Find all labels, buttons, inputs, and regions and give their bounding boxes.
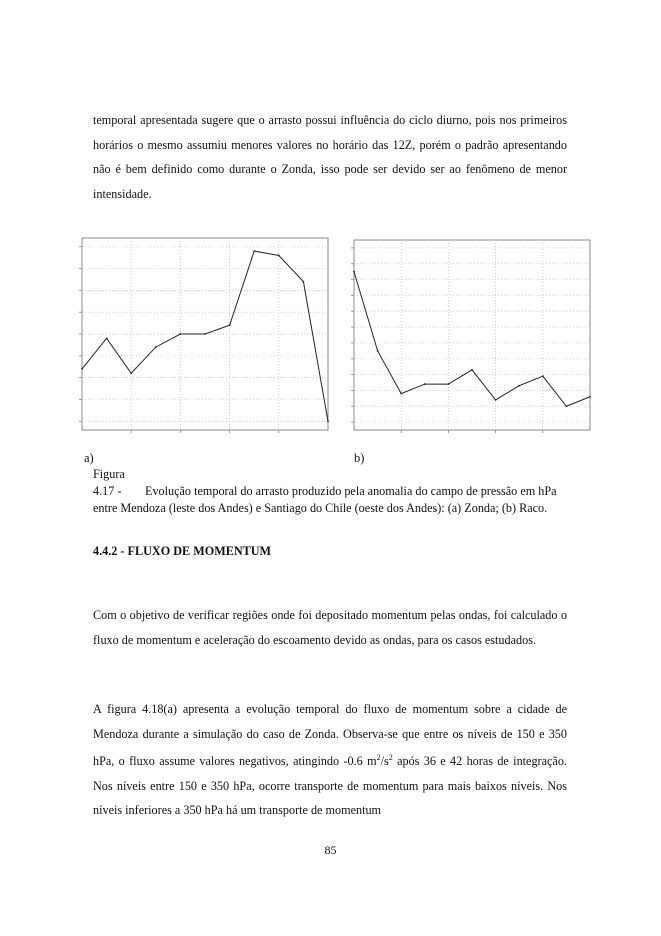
section-heading: 4.4.2 - FLUXO DE MOMENTUM <box>93 544 272 558</box>
data-point <box>155 346 157 348</box>
data-point <box>180 333 182 335</box>
data-series-line <box>354 272 590 407</box>
panel-a-label: a) <box>84 451 94 465</box>
data-point <box>81 368 83 370</box>
figure-caption <box>93 466 569 517</box>
data-point <box>495 399 497 401</box>
data-point <box>278 255 280 257</box>
paragraph-objective: Com o objetivo de verificar regiões onde foi depositado momentum pelas ondas, foi calculado o fluxo de momentum e aceleração do escoamento devido as ondas, para os casos estudados. <box>93 608 567 647</box>
data-point <box>377 350 379 352</box>
data-point <box>229 324 231 326</box>
data-point <box>566 405 568 407</box>
data-point <box>303 281 305 283</box>
chart-a-svg <box>74 232 336 444</box>
caption-number: Figura 4.17 - <box>93 467 125 498</box>
panel-b-label: b) <box>354 451 365 465</box>
data-point <box>589 396 591 398</box>
caption-text: Evolução temporal do arrasto produzido pela anomalia do campo de pressão em hPa entre Mendoza (leste dos Andes) e Santiago do Chile (oeste dos Andes): (a) Zonda; (b) Raco. <box>93 484 557 515</box>
data-point <box>353 271 355 273</box>
data-point <box>471 369 473 371</box>
data-point <box>204 333 206 335</box>
chart-b <box>344 232 594 444</box>
data-point <box>518 385 520 387</box>
data-point <box>542 375 544 377</box>
para3-part-a: A figura 4.18(a) apresenta a evolução temporal do fluxo de momentum sobre a cidade de Mendoza durante a simulação do caso de Zonda. Observa-se que entre os níveis de 150 e 350 hPa, o fluxo assume valores negativos, atingindo -0.6 m <box>93 702 567 769</box>
data-point <box>400 393 402 395</box>
paragraph-intro: temporal apresentada sugere que o arrasto possui influência do ciclo diurno, pois nos primeiros horários o mesmo assumiu menores valores no horário das 12Z, porém o padrão apresentando não é bem definido como durante o Zonda, isso pode ser devido ser ao fenômeno de menor intensidade. <box>93 113 567 201</box>
data-point <box>448 383 450 385</box>
data-point <box>130 372 132 374</box>
para3-part-c: após 36 e 42 horas de integração. Nos níveis entre 150 e 350 hPa, ocorre transporte de momentum para mais baixos níveis. Nos níveis inferiores a 350 hPa há um transporte de momentum <box>93 754 567 818</box>
data-point <box>327 420 329 422</box>
data-point <box>253 250 255 252</box>
page-number: 85 <box>324 843 337 857</box>
plot-frame <box>354 240 590 430</box>
paragraph-figure-418 <box>93 697 567 823</box>
chart-a <box>74 232 336 444</box>
para3-part-b: /s <box>380 754 389 769</box>
data-point <box>106 337 108 339</box>
data-series-line <box>82 251 328 421</box>
chart-b-svg <box>344 232 594 444</box>
data-point <box>424 383 426 385</box>
para3-sup-2: 2 <box>388 753 393 762</box>
para3-sup-1: 2 <box>376 753 381 762</box>
